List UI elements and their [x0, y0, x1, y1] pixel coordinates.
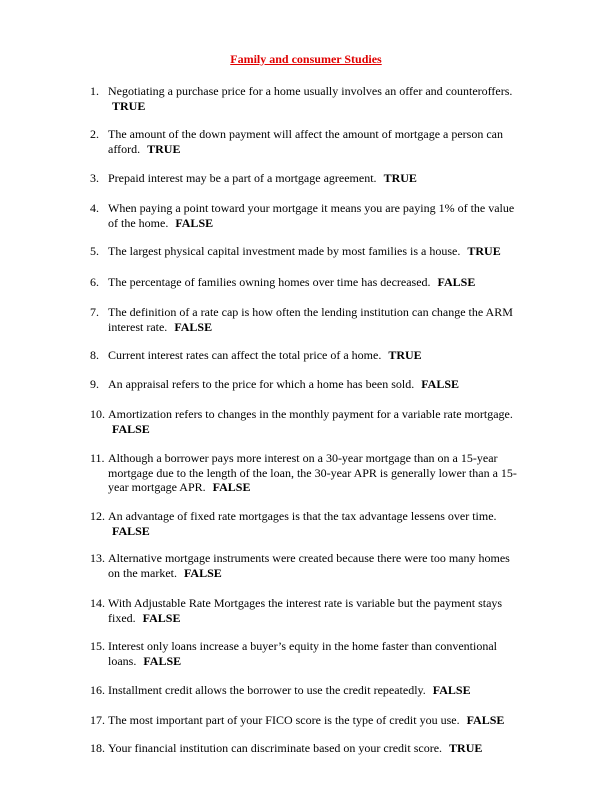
- question-number: 8.: [90, 348, 99, 362]
- question-statement: With Adjustable Rate Mortgages the interest rate is variable but the payment stays fixed.: [108, 596, 503, 625]
- question-statement: Negotiating a purchase price for a home usually involves an offer and counteroffers.: [108, 84, 513, 98]
- answer-label: FALSE: [421, 377, 460, 391]
- answer-label: FALSE: [466, 713, 505, 727]
- question-text: [108, 596, 522, 625]
- question-statement: Current interest rates can affect the total price of a home.: [108, 348, 382, 362]
- question-text: [108, 377, 522, 392]
- question-statement: The definition of a rate cap is how often the lending institution can change the ARM interest rate.: [108, 305, 513, 334]
- answer-label: TRUE: [388, 348, 422, 362]
- question-statement: The amount of the down payment will affect the amount of mortgage a person can afford.: [108, 127, 503, 156]
- question-statement: Alternative mortgage instruments were created because there were too many homes on the market.: [108, 551, 510, 580]
- question-text: [108, 84, 522, 113]
- answer-label: FALSE: [112, 523, 150, 538]
- question-statement: An advantage of fixed rate mortgages is that the tax advantage lessens over time.: [108, 509, 497, 523]
- question-number: 14.: [90, 596, 105, 610]
- question-text: [108, 639, 522, 668]
- answer-label: FALSE: [174, 319, 213, 334]
- question-number: 12.: [90, 509, 105, 523]
- answer-label: TRUE: [383, 171, 417, 185]
- question-number: 7.: [90, 305, 99, 319]
- question-number: 9.: [90, 377, 99, 391]
- question-statement: The most important part of your FICO score is the type of credit you use.: [108, 713, 460, 727]
- answer-label: FALSE: [437, 275, 476, 289]
- question-number: 13.: [90, 551, 105, 565]
- question-number: 2.: [90, 127, 99, 141]
- question-text: [108, 451, 522, 495]
- question-statement: Your financial institution can discriminate based on your credit score.: [108, 741, 443, 755]
- question-statement: An appraisal refers to the price for which a home has been sold.: [108, 377, 415, 391]
- question-number: 11.: [90, 451, 105, 465]
- question-text: [108, 171, 522, 186]
- question-text: [108, 741, 522, 756]
- question-number: 17.: [90, 713, 105, 727]
- question-statement: The largest physical capital investment made by most families is a house.: [108, 244, 461, 258]
- question-number: 15.: [90, 639, 105, 653]
- answer-label: TRUE: [112, 98, 146, 113]
- question-text: [108, 275, 522, 290]
- question-text: [108, 127, 522, 156]
- question-number: 10.: [90, 407, 105, 421]
- question-number: 5.: [90, 244, 99, 258]
- question-text: [108, 713, 522, 728]
- answer-label: FALSE: [432, 683, 471, 697]
- answer-label: TRUE: [467, 244, 501, 258]
- question-text: [108, 305, 522, 334]
- question-text: [108, 509, 522, 538]
- page-title: Family and consumer Studies: [230, 52, 382, 66]
- answer-label: TRUE: [449, 741, 483, 755]
- question-statement: When paying a point toward your mortgage it means you are paying 1% of the value of the home.: [108, 201, 515, 230]
- question-number: 6.: [90, 275, 99, 289]
- question-number: 4.: [90, 201, 99, 215]
- question-number: 3.: [90, 171, 99, 185]
- question-statement: Installment credit allows the borrower to use the credit repeatedly.: [108, 683, 426, 697]
- question-text: [108, 683, 522, 698]
- question-statement: Although a borrower pays more interest on a 30-year mortgage than on a 15-year mortgage due to the length of the loan, the 30-year APR is generally lower than a 15-year mortgage APR.: [108, 451, 517, 494]
- question-statement: Interest only loans increase a buyer’s equity in the home faster than conventional loans.: [108, 639, 497, 668]
- question-statement: The percentage of families owning homes over time has decreased.: [108, 275, 431, 289]
- question-statement: Amortization refers to changes in the monthly payment for a variable rate mortgage.: [108, 407, 513, 421]
- question-text: [108, 407, 522, 436]
- answer-label: FALSE: [183, 565, 222, 580]
- question-text: [108, 201, 522, 230]
- question-number: 18.: [90, 741, 105, 755]
- question-text: [108, 551, 522, 580]
- answer-label: FALSE: [175, 215, 214, 230]
- question-statement: Prepaid interest may be a part of a mortgage agreement.: [108, 171, 377, 185]
- answer-label: FALSE: [143, 653, 182, 668]
- answer-label: FALSE: [142, 610, 181, 625]
- answer-label: FALSE: [112, 421, 150, 436]
- question-text: [108, 244, 522, 259]
- question-number: 1.: [90, 84, 99, 98]
- question-number: 16.: [90, 683, 105, 697]
- answer-label: FALSE: [212, 480, 251, 494]
- question-text: [108, 348, 522, 363]
- answer-label: TRUE: [147, 141, 181, 156]
